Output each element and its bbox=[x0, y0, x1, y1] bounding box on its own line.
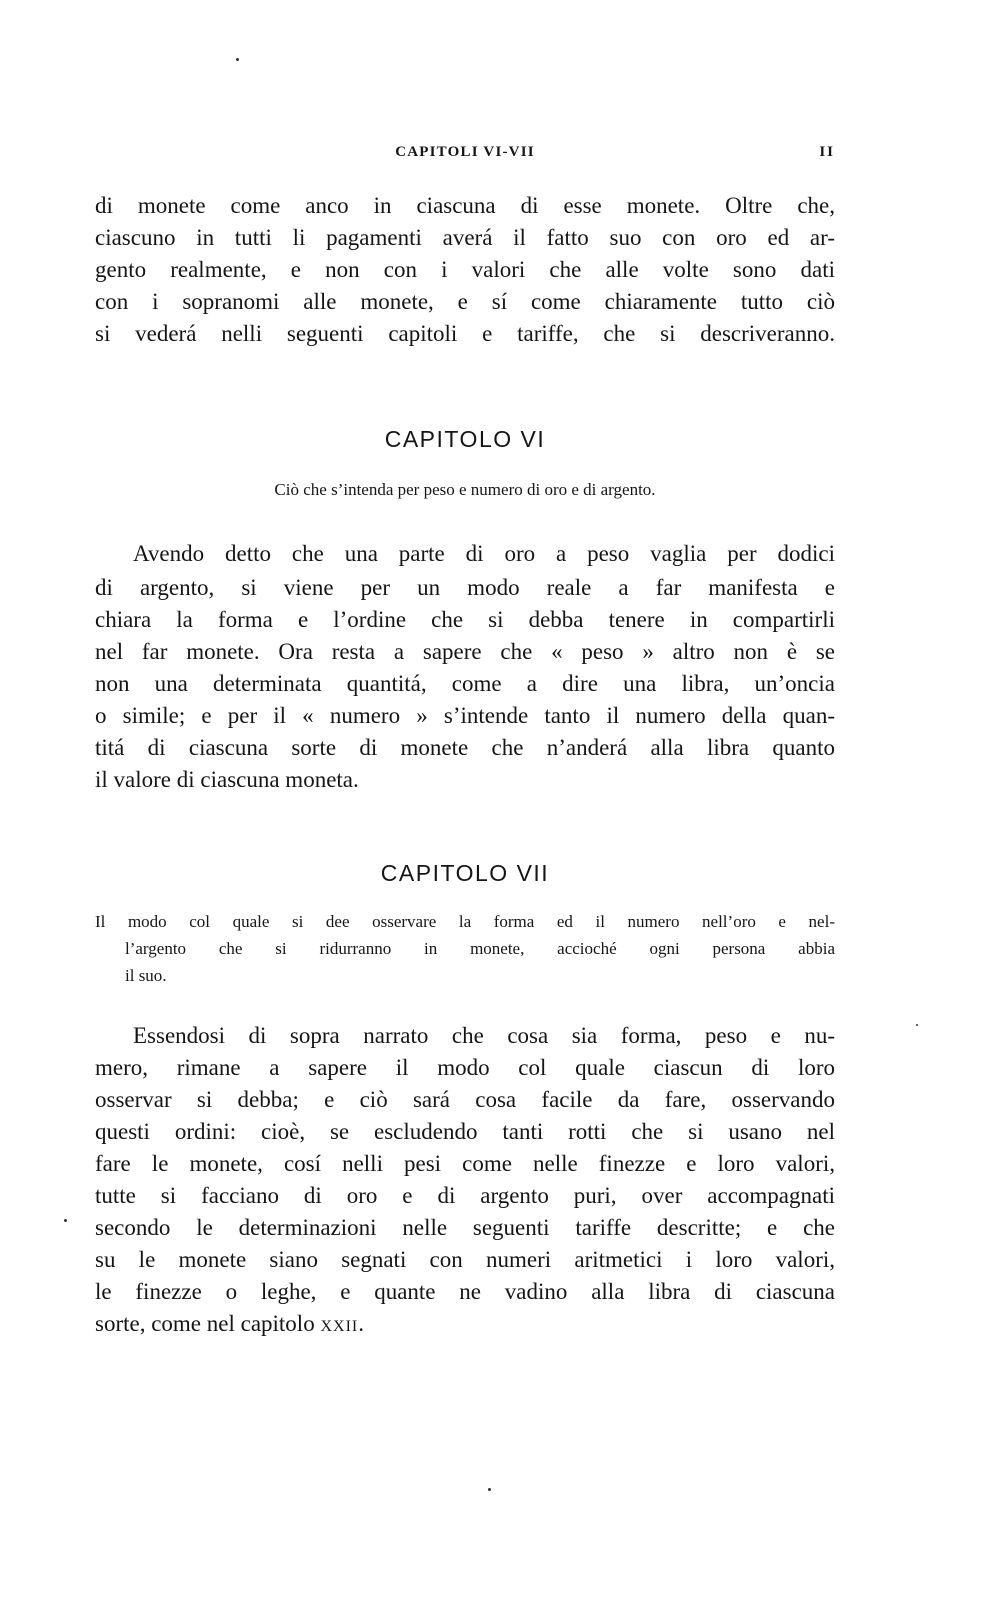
chapter-vi-line: nel far monete. Ora resta a sapere che « peso » altro non è se bbox=[95, 639, 835, 664]
chapter-vii-line: questi ordini: cioè, se escludendo tanti rotti che si usano nel bbox=[95, 1119, 835, 1144]
chapter-vi-line: il valore di ciascuna moneta. bbox=[95, 767, 359, 792]
intro-line: gento realmente, e non con i valori che alle volte sono dati bbox=[95, 257, 835, 282]
page-number: II bbox=[819, 144, 835, 160]
intro-line: si vederá nelli seguenti capitoli e tariffe, che si descriveranno. bbox=[95, 321, 835, 346]
chapter-vi-line: titá di ciascuna sorte di monete che n’anderá alla libra quanto bbox=[95, 735, 835, 760]
chapter-vi-summary: Ciò che s’intenda per peso e numero di oro e di argento. bbox=[274, 480, 656, 499]
chapter-vii-line: fare le monete, cosí nelli pesi come nelle finezze e loro valori, bbox=[95, 1151, 835, 1176]
chapter-vii-line: tutte si facciano di oro e di argento puri, over accompagnati bbox=[95, 1183, 835, 1208]
chapter-vi-line: non una determinata quantitá, come a dire una libra, un’oncia bbox=[95, 671, 835, 696]
chapter-vi-line: di argento, si viene per un modo reale a far manifesta e bbox=[95, 575, 835, 600]
scan-speck bbox=[64, 1219, 67, 1222]
scan-speck bbox=[916, 1024, 918, 1026]
chapter-vi-line: Avendo detto che una parte di oro a peso vaglia per dodici bbox=[133, 541, 835, 566]
intro-line: con i sopranomi alle monete, e sí come chiaramente tutto ciò bbox=[95, 289, 835, 314]
chapter-reference: xxii. bbox=[320, 1311, 365, 1336]
running-head bbox=[95, 144, 835, 168]
chapter-vii-line: le finezze o leghe, e quante ne vadino alla libra di ciascuna bbox=[95, 1279, 835, 1304]
chapter-vi-line: o simile; e per il « numero » s’intende tanto il numero della quan- bbox=[95, 703, 835, 728]
scan-speck bbox=[488, 1488, 491, 1491]
intro-line: ciascuno in tutti li pagamenti averá il fatto suo con oro ed ar- bbox=[95, 225, 835, 250]
chapter-vii-line: osservar si debba; e ciò sará cosa facile da fare, osservando bbox=[95, 1087, 835, 1112]
chapter-vii-summary-line: Il modo col quale si dee osservare la forma ed il numero nell’oro e nel- bbox=[95, 912, 835, 931]
chapter-vii-last-line-text: sorte, come nel capitolo bbox=[95, 1311, 321, 1336]
scan-speck bbox=[236, 58, 239, 61]
chapter-vii-line: mero, rimane a sapere il modo col quale ciascun di loro bbox=[95, 1055, 835, 1080]
chapter-vii-summary-line: l’argento che si ridurranno in monete, accioché ogni persona abbia bbox=[125, 939, 835, 958]
chapter-vii-last-line bbox=[95, 1308, 835, 1340]
intro-line: di monete come anco in ciascuna di esse monete. Oltre che, bbox=[95, 193, 835, 218]
chapter-vi-heading: CAPITOLO VI bbox=[384, 426, 546, 452]
chapter-vii-line: secondo le determinazioni nelle seguenti tariffe descritte; e che bbox=[95, 1215, 835, 1240]
chapter-vii-line: Essendosi di sopra narrato che cosa sia forma, peso e nu- bbox=[133, 1023, 835, 1048]
chapter-vii-line: su le monete siano segnati con numeri aritmetici i loro valori, bbox=[95, 1247, 835, 1272]
chapter-vii-heading: CAPITOLO VII bbox=[380, 860, 550, 886]
chapter-vi-line: chiara la forma e l’ordine che si debba tenere in compartirli bbox=[95, 607, 835, 632]
chapter-vii-summary-line: il suo. bbox=[125, 966, 167, 985]
running-title: CAPITOLI VI-VII bbox=[395, 144, 535, 160]
